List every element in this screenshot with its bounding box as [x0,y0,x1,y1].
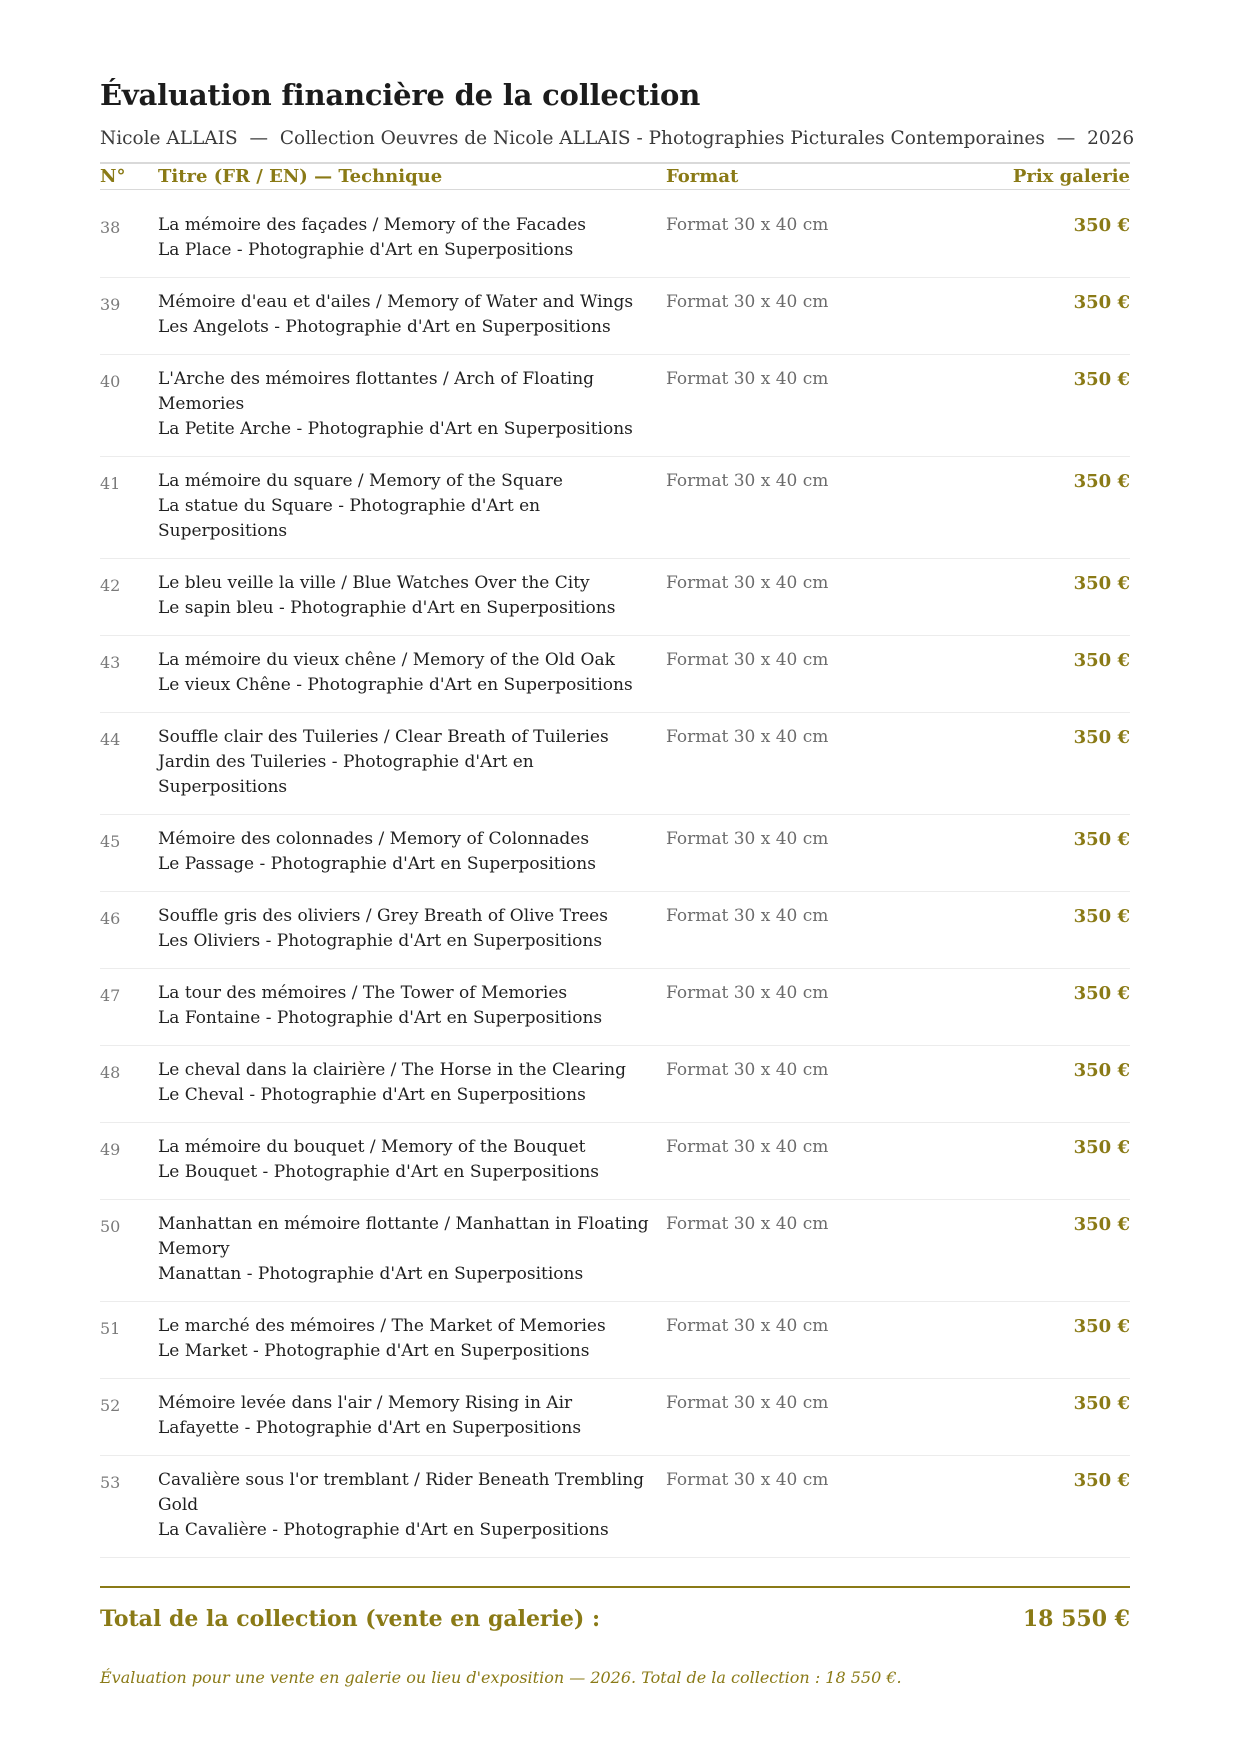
artwork-title: La tour des mémoires / The Tower of Memories [158,983,568,1003]
row-title-cell [158,278,666,355]
artwork-format: Format 30 x 40 cm [666,829,829,849]
artwork-format: Format 30 x 40 cm [666,1393,829,1413]
row-number: 44 [100,730,121,749]
artwork-title: Le cheval dans la clairière / The Horse in the Clearing [158,1060,627,1080]
artwork-technique: Le sapin bleu - Photographie d'Art en Superpositions [158,598,616,618]
artwork-price: 350 € [1073,1137,1130,1158]
artwork-title: L'Arche des mémoires flottantes / Arch of Floating Memories [158,369,595,414]
row-number: 52 [100,1396,121,1415]
row-number: 48 [100,1063,121,1082]
row-title-cell [158,1123,666,1200]
table-header-row [100,163,1130,190]
row-number: 42 [100,576,121,595]
artwork-format: Format 30 x 40 cm [666,650,829,670]
header-format: Format [666,166,739,187]
artwork-technique: Le Market - Photographie d'Art en Superpositions [158,1341,590,1361]
artwork-price: 350 € [1073,1393,1130,1414]
artwork-title: La mémoire du bouquet / Memory of the Bouquet [158,1137,586,1157]
table-row [100,1200,1130,1302]
artwork-title: La mémoire du vieux chêne / Memory of the Old Oak [158,650,615,670]
artwork-price: 350 € [1073,369,1130,390]
artwork-title: Mémoire d'eau et d'ailes / Memory of Water and Wings [158,292,634,312]
artwork-format: Format 30 x 40 cm [666,1316,829,1336]
row-title-cell [158,559,666,636]
artwork-price: 350 € [1073,573,1130,594]
evaluation-page [100,78,1160,1687]
subtitle-separator: — [1056,128,1076,149]
row-title-cell [158,1302,666,1379]
artwork-title: Mémoire des colonnades / Memory of Colonnades [158,829,590,849]
artwork-price: 350 € [1073,471,1130,492]
footnote: Évaluation pour une vente en galerie ou lieu d'exposition — 2026. Total de la collection : 18 550 €. [100,1668,902,1687]
header-num: N° [100,166,126,187]
table-row [100,1123,1130,1200]
artwork-title: La mémoire des façades / Memory of the Facades [158,215,586,235]
artwork-title: Le marché des mémoires / The Market of Memories [158,1316,606,1336]
artwork-price: 350 € [1073,1470,1130,1491]
collection-year: 2026 [1087,128,1135,149]
table-row [100,278,1130,355]
artwork-title: La mémoire du square / Memory of the Square [158,471,563,491]
artwork-format: Format 30 x 40 cm [666,1214,829,1234]
table-row [100,636,1130,713]
row-number: 53 [100,1473,121,1492]
table-row [100,1302,1130,1379]
table-row [100,1379,1130,1456]
artwork-title: Mémoire levée dans l'air / Memory Rising in Air [158,1393,573,1413]
row-title-cell [158,892,666,969]
artwork-technique: Jardin des Tuileries - Photographie d'Art en Superpositions [158,752,534,797]
artwork-technique: La Cavalière - Photographie d'Art en Superpositions [158,1520,609,1540]
header-price: Prix galerie [1012,166,1130,187]
total-row [100,1606,1130,1632]
table-row [100,559,1130,636]
total-label: Total de la collection (vente en galerie) : [100,1606,601,1632]
artwork-technique: Le Passage - Photographie d'Art en Superpositions [158,854,596,874]
row-title-cell [158,1046,666,1123]
row-title-cell [158,636,666,713]
row-number: 43 [100,653,121,672]
artwork-technique: Le vieux Chêne - Photographie d'Art en Superpositions [158,675,633,695]
artwork-format: Format 30 x 40 cm [666,1060,829,1080]
artwork-price: 350 € [1073,292,1130,313]
row-title-cell [158,457,666,559]
row-number: 45 [100,832,121,851]
artwork-format: Format 30 x 40 cm [666,983,829,1003]
row-number: 46 [100,909,121,928]
row-number: 38 [100,218,121,237]
artwork-title: Souffle clair des Tuileries / Clear Breath of Tuileries [158,727,609,747]
artwork-price: 350 € [1073,650,1130,671]
row-number: 50 [100,1217,121,1236]
artwork-price: 350 € [1073,906,1130,927]
page-subtitle [100,128,1160,149]
total-value: 18 550 € [1022,1606,1130,1632]
artwork-title: Manhattan en mémoire flottante / Manhattan in Floating Memory [158,1214,649,1259]
table-row [100,892,1130,969]
table-row [100,355,1130,457]
row-title-cell [158,713,666,815]
artwork-price: 350 € [1073,1214,1130,1235]
artwork-technique: La Petite Arche - Photographie d'Art en Superpositions [158,419,633,439]
artwork-technique: Les Oliviers - Photographie d'Art en Superpositions [158,931,603,951]
artwork-format: Format 30 x 40 cm [666,1137,829,1157]
artwork-technique: Le Bouquet - Photographie d'Art en Superpositions [158,1162,599,1182]
row-title-cell [158,1456,666,1558]
table-row [100,190,1130,278]
row-number: 47 [100,986,121,1005]
artwork-format: Format 30 x 40 cm [666,292,829,312]
artwork-technique: La statue du Square - Photographie d'Art en Superpositions [158,496,541,541]
row-number: 40 [100,372,121,391]
artwork-price: 350 € [1073,829,1130,850]
row-number: 41 [100,474,121,493]
artwork-format: Format 30 x 40 cm [666,573,829,593]
table-body [100,190,1130,1558]
row-title-cell [158,190,666,278]
row-number: 39 [100,295,121,314]
artwork-technique: Le Cheval - Photographie d'Art en Superpositions [158,1085,586,1105]
header-title: Titre (FR / EN) — Technique [158,166,443,187]
table-row [100,969,1130,1046]
artwork-price: 350 € [1073,1060,1130,1081]
page-title: Évaluation financière de la collection [100,78,701,112]
artwork-title: Le bleu veille la ville / Blue Watches Over the City [158,573,590,593]
table-row [100,1456,1130,1558]
row-title-cell [158,355,666,457]
row-title-cell [158,1379,666,1456]
artwork-format: Format 30 x 40 cm [666,369,829,389]
table-row [100,1046,1130,1123]
artwork-price: 350 € [1073,1316,1130,1337]
table-row [100,457,1130,559]
row-number: 51 [100,1319,121,1338]
artwork-format: Format 30 x 40 cm [666,215,829,235]
artwork-format: Format 30 x 40 cm [666,727,829,747]
table-row [100,815,1130,892]
row-title-cell [158,815,666,892]
row-number: 49 [100,1140,121,1159]
artwork-price: 350 € [1073,983,1130,1004]
subtitle-separator: — [249,128,269,149]
table-row [100,713,1130,815]
artwork-title: Cavalière sous l'or tremblant / Rider Beneath Trembling Gold [158,1470,645,1515]
artwork-table [100,162,1130,1558]
artwork-format: Format 30 x 40 cm [666,906,829,926]
row-title-cell [158,969,666,1046]
artwork-technique: Manattan - Photographie d'Art en Superpositions [158,1264,584,1284]
artwork-technique: La Fontaine - Photographie d'Art en Superpositions [158,1008,603,1028]
artwork-technique: Lafayette - Photographie d'Art en Superpositions [158,1418,582,1438]
artwork-format: Format 30 x 40 cm [666,1470,829,1490]
artwork-price: 350 € [1073,215,1130,236]
artwork-title: Souffle gris des oliviers / Grey Breath of Olive Trees [158,906,608,926]
artist-name: Nicole ALLAIS [100,128,238,149]
artwork-price: 350 € [1073,727,1130,748]
artwork-technique: La Place - Photographie d'Art en Superpositions [158,240,574,260]
row-title-cell [158,1200,666,1302]
artwork-technique: Les Angelots - Photographie d'Art en Superpositions [158,317,611,337]
collection-name: Collection Oeuvres de Nicole ALLAIS - Photographies Picturales Contemporaines [279,128,1045,149]
artwork-format: Format 30 x 40 cm [666,471,829,491]
total-divider [100,1586,1130,1588]
